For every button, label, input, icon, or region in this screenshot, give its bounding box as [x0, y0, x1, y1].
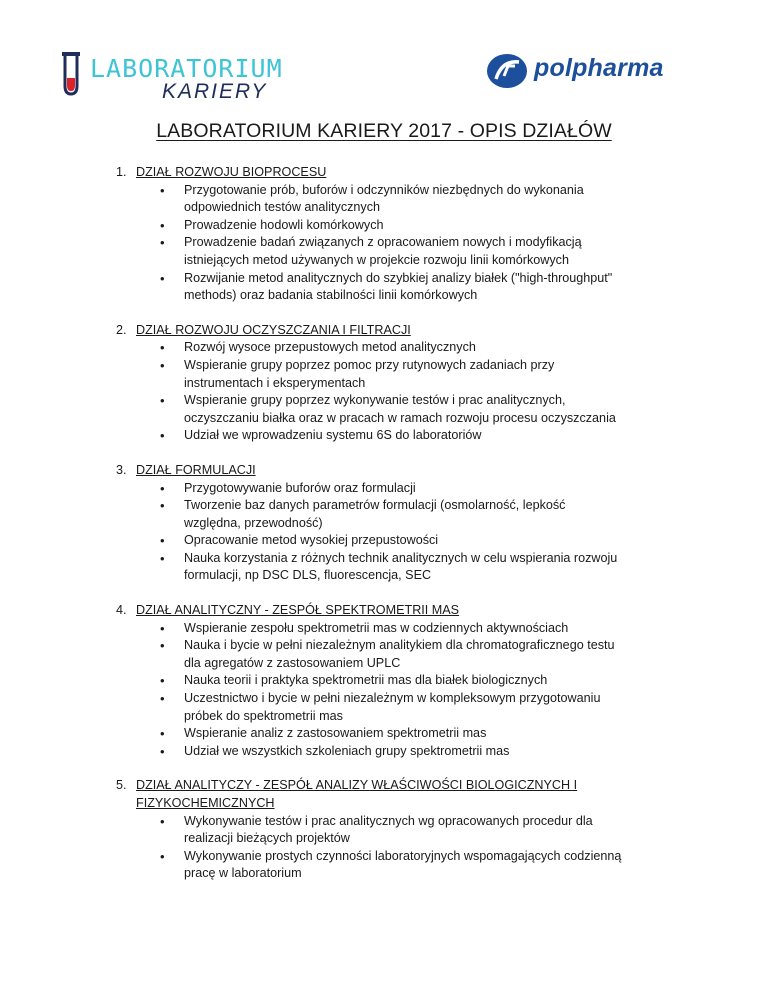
section-title-continued: FIZYKOCHEMICZNYCH	[136, 796, 275, 810]
list-item	[116, 427, 696, 445]
list-item-text: Przygotowanie prób, buforów i odczynników niezbędnych do wykonania	[184, 182, 584, 197]
section-number: 1.	[116, 165, 127, 179]
list-item-text: Wspieranie grupy poprzez pomoc przy rutynowych zadaniach przy	[184, 357, 555, 372]
list-item	[116, 813, 696, 848]
header	[0, 40, 768, 110]
section-title: DZIAŁ ROZWOJU BIOPROCESU	[136, 165, 327, 179]
section	[116, 777, 696, 883]
list-item-text: Nauka teorii i praktyka spektrometrii mas dla białek biologicznych	[184, 673, 548, 688]
list-item-text: odpowiednich testów analitycznych	[184, 200, 381, 215]
polpharma-logo	[486, 48, 686, 98]
list-item-text: próbek do spektrometrii mas	[184, 708, 343, 723]
bullet-icon: •	[160, 620, 165, 636]
list-item-text: dla agregatów z zastosowaniem UPLC	[184, 655, 401, 670]
section-number: 2.	[116, 322, 127, 337]
bullet-icon: •	[160, 691, 165, 707]
laboratorium-kariery-logo	[58, 50, 298, 106]
section	[116, 322, 696, 445]
list-item-text: Rozwój wysoce przepustowych metod analitycznych	[184, 340, 476, 355]
bullet-icon: •	[160, 743, 165, 759]
page-title: LABORATORIUM KARIERY 2017 - OPIS DZIAŁÓW	[156, 120, 612, 142]
section	[116, 164, 696, 305]
bullet-icon: •	[160, 217, 165, 233]
bullet-icon: •	[160, 357, 165, 373]
list-item-text: realizacji bieżących projektów	[184, 831, 350, 846]
list-item-text: Wspieranie zespołu spektrometrii mas w codziennych aktywnościach	[184, 620, 569, 635]
section-title: DZIAŁ FORMULACJI	[136, 462, 256, 477]
bullet-icon: •	[160, 182, 165, 198]
list-item	[116, 725, 696, 743]
bullet-icon: •	[160, 638, 165, 654]
list-item-text: Nauka i bycie w pełni niezależnym analitykiem dla chromatograficznego testu	[184, 638, 615, 653]
list-item-text: istniejących metod używanych w projekcie rozwoju linii komórkowych	[184, 252, 569, 267]
section-heading	[116, 322, 696, 340]
bullet-icon: •	[160, 550, 165, 566]
section-heading	[116, 602, 696, 620]
list-item-text: Uczestnictwo i bycie w pełni niezależnym w kompleksowym przygotowaniu	[184, 691, 601, 706]
list-item	[116, 480, 696, 498]
list-item	[116, 392, 696, 427]
bullet-icon: •	[160, 428, 165, 444]
list-item	[116, 550, 696, 585]
list-item	[116, 848, 696, 883]
bullet-icon: •	[160, 813, 165, 829]
bullet-icon: •	[160, 270, 165, 286]
list-item	[116, 620, 696, 638]
section-number: 3.	[116, 462, 127, 477]
list-item	[116, 217, 696, 235]
section-heading	[116, 777, 696, 812]
list-item-text: Udział we wszystkich szkoleniach grupy spektrometrii mas	[184, 743, 510, 758]
list-item-text: Wspieranie grupy poprzez wykonywanie testów i prac analitycznych,	[184, 393, 566, 408]
list-item	[116, 672, 696, 690]
bullet-list	[116, 480, 696, 586]
list-item-text: pracę w laboratorium	[184, 866, 302, 881]
section	[116, 462, 696, 585]
list-item-text: Opracowanie metod wysokiej przepustowości	[184, 533, 439, 548]
test-tube-icon	[58, 50, 84, 98]
section-heading	[116, 164, 696, 182]
list-item-text: oczyszczaniu białka oraz w pracach w ramach rozwoju procesu oczyszczania	[184, 410, 616, 425]
list-item	[116, 497, 696, 532]
list-item-text: Tworzenie baz danych parametrów formulacji (osmolarność, lepkość	[184, 498, 566, 513]
list-item-text: Nauka korzystania z różnych technik analitycznych w celu wspierania rozwoju	[184, 550, 618, 565]
list-item	[116, 357, 696, 392]
logo-text-laboratorium: LABORATORIUM	[90, 54, 283, 83]
bullet-icon: •	[160, 340, 165, 356]
list-item	[116, 532, 696, 550]
section-heading	[116, 462, 696, 480]
list-item-text: instrumentach i eksperymentach	[184, 375, 366, 390]
bullet-icon: •	[160, 848, 165, 864]
polpharma-wordmark: polpharma	[534, 54, 664, 82]
section-title: DZIAŁ ANALITYCZY - ZESPÓŁ ANALIZY WŁAŚCIWOŚCI BIOLOGICZNYCH I	[136, 778, 578, 793]
bullet-icon: •	[160, 673, 165, 689]
list-item	[116, 270, 696, 305]
bullet-icon: •	[160, 533, 165, 549]
list-item-text: methods) oraz badania stabilności linii komórkowych	[184, 288, 478, 303]
bullet-icon: •	[160, 726, 165, 742]
list-item	[116, 690, 696, 725]
list-item-text: Wspieranie analiz z zastosowaniem spektrometrii mas	[184, 726, 487, 741]
bullet-list	[116, 813, 696, 883]
section-title: DZIAŁ ROZWOJU OCZYSZCZANIA I FILTRACJI	[136, 322, 411, 337]
list-item	[116, 234, 696, 269]
list-item-text: Rozwijanie metod analitycznych do szybkiej analizy białek ("high-throughput"	[184, 270, 613, 285]
list-item-text: Udział we wprowadzeniu systemu 6S do laboratoriów	[184, 428, 482, 443]
list-item-text: Prowadzenie badań związanych z opracowaniem nowych i modyfikacją	[184, 235, 582, 250]
bullet-icon: •	[160, 498, 165, 514]
list-item-text: Wykonywanie testów i prac analitycznych wg opracowanych procedur dla	[184, 813, 593, 828]
list-item	[116, 182, 696, 217]
bullet-list	[116, 182, 696, 305]
section-title: DZIAŁ ANALITYCZNY - ZESPÓŁ SPEKTROMETRII MAS	[136, 603, 460, 618]
list-item	[116, 743, 696, 761]
section-number: 4.	[116, 603, 127, 618]
list-item	[116, 637, 696, 672]
list-item-text: formulacji, np DSC DLS, fluorescencja, SEC	[184, 568, 432, 583]
list-item	[116, 339, 696, 357]
bullet-list	[116, 620, 696, 761]
bullet-icon: •	[160, 393, 165, 409]
bullet-icon: •	[160, 480, 165, 496]
list-item-text: względna, przewodność)	[184, 515, 323, 530]
sections-list	[116, 164, 696, 900]
section-number: 5.	[116, 778, 127, 793]
section	[116, 602, 696, 760]
polpharma-emblem-icon	[486, 52, 528, 90]
logo-text-kariery: KARIERY	[162, 80, 268, 103]
list-item-text: Przygotowywanie buforów oraz formulacji	[184, 480, 416, 495]
list-item-text: Wykonywanie prostych czynności laboratoryjnych wspomagających codzienną	[184, 848, 622, 863]
list-item-text: Prowadzenie hodowli komórkowych	[184, 217, 384, 232]
bullet-icon: •	[160, 235, 165, 251]
bullet-list	[116, 339, 696, 445]
